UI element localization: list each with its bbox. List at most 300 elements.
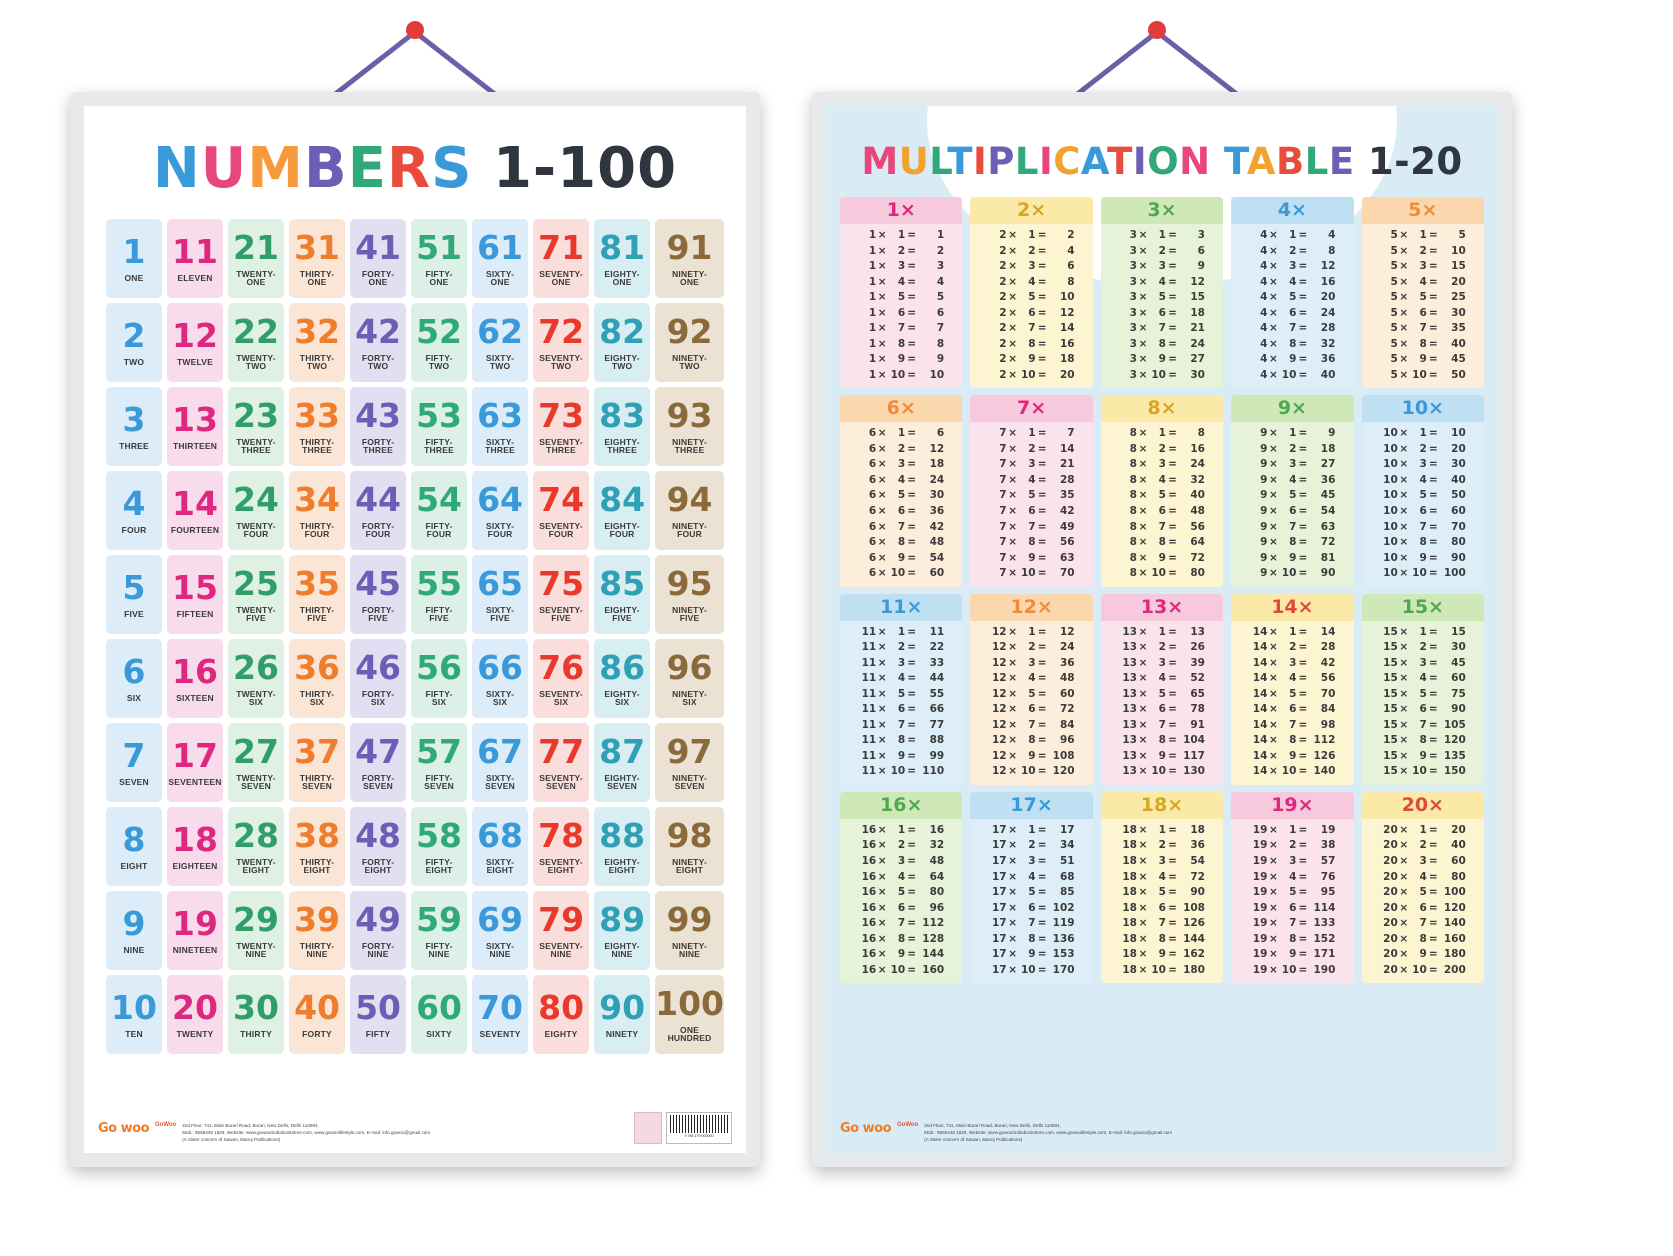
number-cell	[106, 303, 162, 382]
operand-a: 3	[1129, 275, 1137, 288]
title-letter: I	[1132, 140, 1148, 183]
number-value: 68	[477, 815, 524, 855]
product: 120	[1443, 734, 1466, 747]
number-word: TWENTY- FIVE	[236, 604, 276, 623]
operand-a: 10	[1383, 473, 1398, 486]
table-row	[1104, 823, 1220, 839]
number-word: SIXTY- NINE	[486, 940, 515, 959]
equals-icon: =	[1037, 520, 1047, 533]
equals-icon: =	[1037, 839, 1047, 852]
operand-b: 9	[1289, 948, 1297, 961]
operand-a: 10	[1383, 427, 1398, 440]
table-row	[843, 535, 959, 551]
operand-b: 4	[1028, 275, 1036, 288]
table-body	[1101, 224, 1223, 388]
equals-icon: =	[1428, 917, 1438, 930]
equals-icon: =	[1428, 932, 1438, 945]
number-cell	[289, 975, 345, 1054]
title-letter: T	[1107, 140, 1133, 183]
equals-icon: =	[1168, 229, 1177, 241]
operand-a: 3	[1129, 337, 1137, 350]
equals-icon: =	[1168, 765, 1177, 778]
operand-b: 7	[897, 917, 906, 930]
equals-icon: =	[907, 901, 917, 914]
table-row	[1234, 306, 1350, 322]
product: 2	[1067, 229, 1075, 241]
equals-icon: =	[1298, 734, 1308, 747]
operand-b: 4	[1289, 672, 1297, 685]
table-row	[973, 885, 1089, 901]
table-body	[1231, 224, 1353, 388]
table-row	[843, 963, 959, 979]
operand-b: 3	[1028, 458, 1036, 471]
equals-icon: =	[1037, 442, 1047, 455]
equals-icon: =	[1168, 504, 1177, 517]
equals-icon: =	[907, 368, 917, 381]
product: 20	[1451, 823, 1466, 836]
table-row	[973, 823, 1089, 839]
table-row	[973, 321, 1089, 337]
equals-icon: =	[1428, 870, 1438, 883]
operand-a: 17	[991, 823, 1007, 836]
number-value: 45	[355, 563, 402, 603]
equals-icon: =	[1298, 625, 1308, 638]
operand-b: 5	[1028, 489, 1036, 502]
operand-b: 9	[1158, 551, 1166, 564]
number-value: 30	[233, 987, 279, 1027]
times-icon: ×	[1008, 244, 1017, 257]
times-icon: ×	[877, 734, 887, 747]
table-row	[843, 504, 959, 520]
operand-a: 10	[1383, 489, 1398, 502]
table-row	[843, 244, 959, 260]
equals-icon: =	[1298, 839, 1308, 852]
operand-b: 9	[897, 948, 906, 961]
operand-a: 14	[1252, 718, 1268, 731]
barcode-caption: 9 786 179 000000	[684, 1134, 714, 1138]
operand-b: 10	[1151, 963, 1166, 976]
multiplication-table-5	[1362, 197, 1484, 388]
product: 6	[936, 306, 945, 319]
table-row	[1234, 442, 1350, 458]
brand-block	[98, 1121, 430, 1143]
product: 140	[1443, 917, 1466, 930]
times-icon: ×	[1138, 473, 1148, 486]
times-icon: ×	[877, 886, 887, 899]
equals-icon: =	[1168, 306, 1177, 319]
operand-b: 1	[1289, 823, 1297, 836]
times-icon: ×	[1399, 765, 1409, 778]
number-word: SEVENTY- FIVE	[539, 604, 583, 623]
operand-a: 20	[1383, 823, 1398, 836]
title-letter: R	[386, 136, 432, 201]
equals-icon: =	[1037, 901, 1047, 914]
times-icon: ×	[1138, 536, 1148, 549]
number-word: NINETY- NINE	[672, 940, 708, 959]
product: 112	[922, 917, 945, 930]
number-word: ONE HUNDRED	[667, 1024, 712, 1043]
operand-b: 9	[1028, 749, 1036, 762]
times-icon: ×	[1138, 427, 1148, 440]
times-icon: ×	[1138, 625, 1148, 638]
operand-b: 4	[897, 473, 906, 486]
title-letter: N	[152, 136, 201, 201]
operand-b: 2	[1028, 442, 1036, 455]
equals-icon: =	[1298, 823, 1308, 836]
table-row	[1365, 426, 1481, 442]
times-icon: ×	[877, 641, 887, 654]
number-word: NINE	[123, 944, 145, 955]
table-row	[973, 640, 1089, 656]
operand-a: 18	[1122, 963, 1137, 976]
number-word: FIFTY- SEVEN	[424, 772, 454, 791]
number-cell	[472, 891, 528, 970]
multiplication-table-14	[1231, 594, 1353, 785]
operand-b: 10	[890, 765, 906, 778]
number-value: 79	[538, 899, 585, 939]
equals-icon: =	[1428, 489, 1438, 502]
product: 68	[1059, 870, 1075, 883]
product: 26	[1190, 641, 1205, 654]
table-row	[973, 535, 1089, 551]
number-word: EIGHTY- SEVEN	[604, 772, 640, 791]
equals-icon: =	[1298, 291, 1308, 304]
product: 4	[936, 275, 945, 288]
number-cell	[106, 387, 162, 466]
table-row	[1104, 290, 1220, 306]
equals-icon: =	[1168, 275, 1177, 288]
table-row	[1365, 838, 1481, 854]
product: 11	[929, 625, 945, 638]
operand-b: 10	[1020, 368, 1036, 381]
number-value: 36	[294, 647, 340, 687]
title-letter: I	[1038, 140, 1054, 183]
product: 40	[1190, 489, 1205, 502]
number-word: EIGHT	[120, 860, 148, 871]
operand-b: 4	[897, 870, 906, 883]
operand-b: 8	[1158, 734, 1166, 747]
times-icon: ×	[877, 672, 887, 685]
number-cell	[167, 471, 223, 550]
times-icon: ×	[1138, 886, 1148, 899]
table-row	[1365, 885, 1481, 901]
operand-b: 1	[1419, 823, 1427, 836]
product: 52	[1190, 672, 1205, 685]
equals-icon: =	[1298, 672, 1308, 685]
times-icon: ×	[1399, 427, 1409, 440]
number-value: 16	[172, 651, 218, 691]
operand-b: 4	[1289, 473, 1297, 486]
operand-a: 19	[1252, 948, 1268, 961]
number-cell	[289, 471, 345, 550]
operand-a: 16	[861, 855, 877, 867]
multiplication-table-2	[970, 197, 1092, 388]
equals-icon: =	[1298, 656, 1308, 669]
times-icon: ×	[1399, 870, 1409, 883]
table-row	[1104, 488, 1220, 504]
number-cell	[228, 975, 284, 1054]
table-row	[1365, 625, 1481, 641]
equals-icon: =	[1037, 703, 1047, 716]
operand-a: 6	[868, 427, 877, 440]
equals-icon: =	[1428, 963, 1438, 976]
title-letter: E	[347, 136, 387, 201]
number-word: EIGHTY- FOUR	[604, 520, 640, 539]
table-row	[1234, 352, 1350, 368]
operand-b: 8	[1289, 734, 1297, 747]
equals-icon: =	[1168, 870, 1177, 883]
equals-icon: =	[1168, 458, 1177, 471]
table-row	[1104, 520, 1220, 536]
number-cell	[167, 387, 223, 466]
operand-b: 7	[1028, 718, 1036, 731]
table-row	[843, 702, 959, 718]
equals-icon: =	[907, 948, 917, 961]
times-icon: ×	[1138, 551, 1148, 564]
equals-icon: =	[1428, 656, 1438, 669]
equals-icon: =	[1037, 353, 1047, 366]
operand-b: 10	[1151, 368, 1166, 381]
number-word: TWENTY- ONE	[236, 268, 276, 287]
operand-b: 3	[1028, 656, 1036, 669]
product: 100	[1443, 886, 1466, 899]
table-row	[1104, 473, 1220, 489]
number-cell	[167, 555, 223, 634]
title-letter	[472, 136, 493, 201]
table-row	[843, 749, 959, 765]
operand-a: 4	[1260, 306, 1268, 319]
operand-b: 8	[897, 337, 906, 350]
equals-icon: =	[907, 322, 917, 335]
table-row	[1104, 854, 1220, 870]
equals-icon: =	[1037, 504, 1047, 517]
title-letter: C	[1053, 140, 1081, 183]
table-row	[1234, 718, 1350, 734]
number-word: FORTY- NINE	[361, 940, 395, 959]
operand-a: 2	[999, 260, 1007, 273]
number-cell	[411, 471, 467, 550]
operand-b: 2	[1158, 839, 1166, 852]
number-value: 59	[416, 899, 463, 939]
operand-b: 9	[1158, 353, 1166, 366]
operand-a: 12	[991, 656, 1007, 669]
number-cell	[594, 471, 650, 550]
operand-b: 1	[897, 625, 906, 638]
equals-icon: =	[1037, 672, 1047, 685]
equals-icon: =	[1168, 260, 1177, 273]
number-cell	[655, 807, 724, 886]
table-row	[1234, 337, 1350, 353]
times-icon: ×	[1138, 504, 1148, 517]
product: 80	[1451, 536, 1466, 549]
number-value: 52	[416, 311, 463, 351]
number-value: 12	[172, 315, 218, 355]
number-cell	[106, 891, 162, 970]
equals-icon: =	[1168, 442, 1177, 455]
product: 20	[1451, 275, 1466, 288]
equals-icon: =	[1428, 244, 1438, 257]
title-letter: E	[1328, 140, 1355, 183]
number-cell	[594, 723, 650, 802]
table-row	[1104, 566, 1220, 582]
table-row	[1234, 687, 1350, 703]
number-value: 99	[666, 899, 713, 939]
product: 160	[1443, 932, 1466, 945]
equals-icon: =	[907, 823, 917, 836]
times-icon: ×	[1399, 442, 1409, 455]
operand-a: 15	[1383, 625, 1398, 638]
times-icon: ×	[877, 229, 887, 241]
title-letter	[1355, 140, 1368, 183]
number-word: THIRTY- SEVEN	[299, 772, 335, 791]
equals-icon: =	[907, 886, 917, 899]
table-row	[973, 352, 1089, 368]
times-icon: ×	[1399, 291, 1409, 304]
table-header: 13×	[1101, 594, 1223, 621]
times-icon: ×	[1268, 368, 1278, 381]
number-word: SEVENTY- EIGHT	[539, 856, 583, 875]
number-word: FORTY- FOUR	[361, 520, 395, 539]
table-row	[973, 718, 1089, 734]
operand-b: 10	[1020, 963, 1036, 976]
operand-b: 9	[1289, 353, 1297, 366]
product: 126	[1183, 917, 1205, 930]
number-value: 27	[233, 731, 279, 771]
number-word: THIRTY- THREE	[299, 436, 335, 455]
number-value: 55	[416, 563, 463, 603]
title-letter: P	[987, 140, 1015, 183]
number-cell	[472, 303, 528, 382]
operand-b: 8	[1158, 337, 1166, 350]
operand-b: 7	[1028, 520, 1036, 533]
number-word: TEN	[125, 1028, 143, 1039]
table-row	[1234, 916, 1350, 932]
number-word: TWENTY	[176, 1028, 214, 1039]
number-cell	[472, 807, 528, 886]
operand-a: 11	[861, 718, 877, 731]
table-row	[1234, 368, 1350, 384]
table-row	[843, 228, 959, 244]
number-value: 60	[416, 987, 463, 1027]
table-row	[1234, 640, 1350, 656]
operand-a: 19	[1252, 932, 1268, 945]
operand-a: 8	[1129, 458, 1137, 471]
times-icon: ×	[877, 765, 887, 778]
table-body	[1362, 422, 1484, 586]
number-word: SIX	[126, 692, 142, 703]
numbers-poster-title	[84, 136, 746, 201]
number-word: SEVENTY- ONE	[539, 268, 583, 287]
equals-icon: =	[1428, 567, 1438, 580]
operand-a: 17	[991, 839, 1007, 852]
table-row	[973, 368, 1089, 384]
times-icon: ×	[877, 489, 887, 502]
product: 49	[1059, 520, 1075, 533]
times-icon: ×	[1008, 368, 1017, 381]
times-icon: ×	[1008, 504, 1017, 517]
table-row	[1234, 535, 1350, 551]
equals-icon: =	[1037, 260, 1047, 273]
operand-b: 2	[1289, 244, 1297, 257]
table-row	[843, 426, 959, 442]
table-row	[1234, 473, 1350, 489]
times-icon: ×	[1138, 641, 1148, 654]
product: 18	[1059, 353, 1075, 366]
operand-b: 7	[897, 322, 906, 335]
product: 136	[1052, 932, 1075, 945]
times-icon: ×	[877, 520, 887, 533]
operand-a: 6	[868, 504, 877, 517]
product: 3	[1197, 229, 1205, 241]
operand-a: 9	[1260, 442, 1268, 455]
table-row	[1365, 671, 1481, 687]
operand-b: 6	[1419, 306, 1427, 319]
times-icon: ×	[877, 504, 887, 517]
equals-icon: =	[1168, 823, 1177, 836]
operand-b: 6	[1419, 504, 1427, 517]
number-value: 49	[355, 899, 402, 939]
number-word: THIRTY- EIGHT	[299, 856, 335, 875]
product: 12	[1059, 306, 1075, 319]
operand-b: 6	[897, 306, 906, 319]
equals-icon: =	[1428, 672, 1438, 685]
table-row	[1104, 504, 1220, 520]
operand-a: 1	[868, 244, 877, 257]
table-row	[973, 702, 1089, 718]
equals-icon: =	[907, 244, 917, 257]
operand-b: 1	[897, 427, 906, 440]
equals-icon: =	[1428, 368, 1438, 381]
number-value: 6	[122, 651, 146, 691]
number-cell	[228, 807, 284, 886]
operand-a: 1	[868, 275, 877, 288]
product: 108	[1183, 901, 1205, 914]
multiplication-table-10	[1362, 395, 1484, 586]
number-value: 56	[416, 647, 463, 687]
table-row	[843, 520, 959, 536]
product: 70	[1320, 687, 1336, 700]
product: 144	[922, 948, 945, 961]
number-cell	[350, 303, 406, 382]
times-icon: ×	[1268, 520, 1278, 533]
equals-icon: =	[907, 870, 917, 883]
equals-icon: =	[907, 306, 917, 319]
operand-b: 6	[1158, 306, 1166, 319]
product: 16	[1320, 275, 1336, 288]
equals-icon: =	[907, 442, 917, 455]
product: 35	[1059, 489, 1075, 502]
number-word: FIFTY- THREE	[424, 436, 454, 455]
number-value: 58	[416, 815, 463, 855]
number-value: 7	[122, 735, 146, 775]
operand-b: 7	[1419, 520, 1427, 533]
table-row	[973, 228, 1089, 244]
times-icon: ×	[1268, 932, 1278, 945]
times-icon: ×	[1008, 458, 1017, 471]
number-cell	[594, 891, 650, 970]
number-cell	[167, 723, 223, 802]
equals-icon: =	[1298, 442, 1308, 455]
product: 60	[1451, 855, 1466, 867]
times-icon: ×	[1268, 337, 1278, 350]
number-value: 48	[355, 815, 402, 855]
number-cell	[594, 807, 650, 886]
operand-b: 7	[1158, 322, 1166, 335]
operand-b: 7	[1028, 917, 1036, 930]
number-cell	[411, 219, 467, 298]
number-word: TWELVE	[177, 356, 213, 367]
operand-b: 6	[1028, 901, 1036, 914]
